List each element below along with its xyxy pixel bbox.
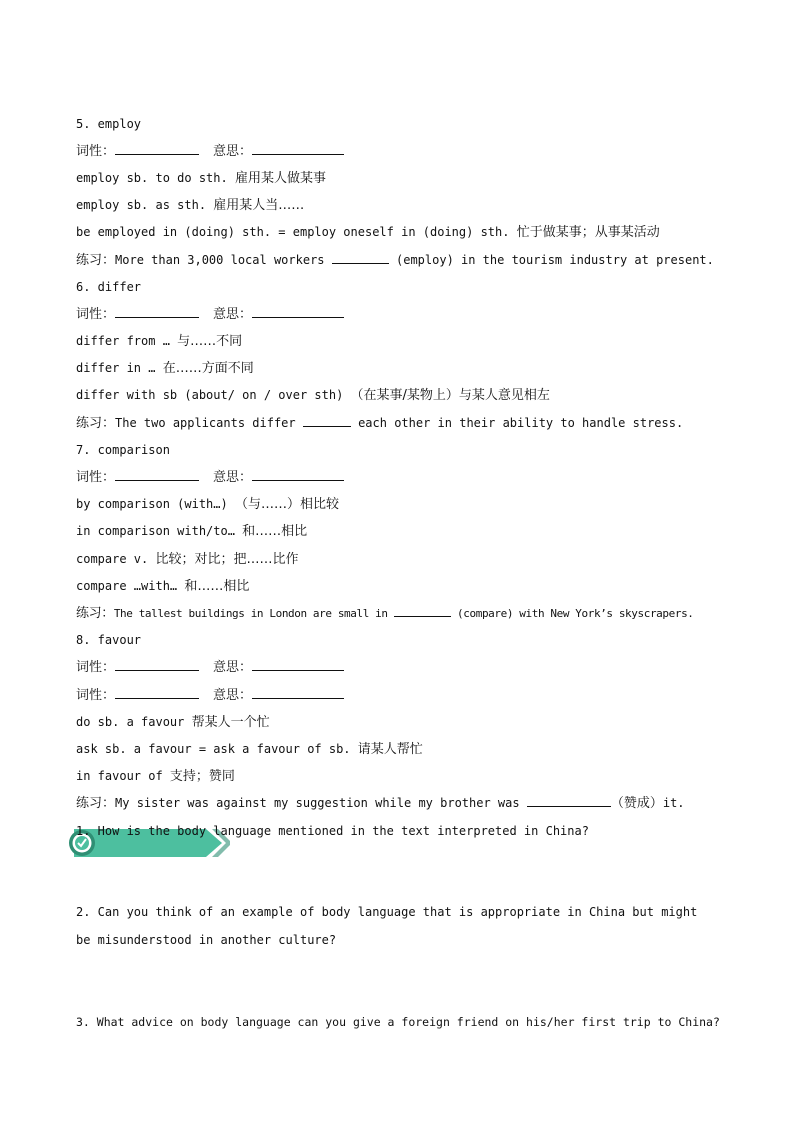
pos-blank — [115, 469, 199, 481]
section-7-phrase-3: compare v. 比较；对比；把……比作 — [76, 552, 299, 567]
section-7-pos-meaning-row — [76, 469, 718, 486]
pos-blank — [115, 306, 199, 318]
section-5-phrase-1: employ sb. to do sth. 雇用某人做某事 — [76, 171, 326, 186]
section-7-phrase-4: compare …with… 和……相比 — [76, 579, 250, 594]
section-5-phrase-2: employ sb. as sth. 雇用某人当…… — [76, 198, 305, 213]
section-8-pos-meaning-row-2 — [76, 687, 718, 704]
question-3: 3. What advice on body language can you give a foreign friend on his/her first trip to China? — [76, 1015, 720, 1029]
section-8-practice: 练习：My sister was against my suggestion while my brother was （赞成）it. — [76, 796, 685, 811]
section-7-practice: 练习：The tallest buildings in London are small in (compare) with New York’s skyscrapers. — [76, 606, 694, 621]
section-7-title: 7. comparison — [76, 443, 170, 457]
pos-label: 词性： — [76, 144, 116, 159]
section-8-phrase-3: in favour of 支持；赞同 — [76, 769, 235, 784]
meaning-label: 意思： — [213, 470, 253, 485]
section-8-phrase-2: ask sb. a favour = ask a favour of sb. 请某人帮忙 — [76, 742, 423, 757]
section-6-practice: 练习：The two applicants differ each other in their ability to handle stress. — [76, 416, 684, 431]
pos-label: 词性： — [76, 688, 116, 703]
meaning-label: 意思： — [213, 144, 253, 159]
pos-blank — [115, 143, 199, 155]
section-8-phrase-1: do sb. a favour 帮某人一个忙 — [76, 715, 270, 730]
meaning-blank — [252, 687, 344, 699]
pos-label: 词性： — [76, 470, 116, 485]
section-7-phrase-2: in comparison with/to… 和……相比 — [76, 524, 308, 539]
practice-blank — [303, 415, 351, 427]
meaning-label: 意思： — [213, 660, 253, 675]
meaning-blank — [252, 469, 344, 481]
section-6-title: 6. differ — [76, 280, 142, 294]
question-1: 1. How is the body language mentioned in the text interpreted in China? — [76, 824, 589, 838]
pos-label: 词性： — [76, 660, 116, 675]
section-5-phrase-3: be employed in (doing) sth. = employ oneself in (doing) sth. 忙于做某事；从事某活动 — [76, 225, 660, 240]
meaning-label: 意思： — [213, 688, 253, 703]
pos-blank — [115, 687, 199, 699]
meaning-blank — [252, 143, 344, 155]
section-5-practice: 练习：More than 3,000 local workers (employ) in the tourism industry at present. — [76, 253, 714, 268]
meaning-blank — [252, 659, 344, 671]
section-6-phrase-1: differ from … 与……不同 — [76, 334, 243, 349]
section-7-phrase-1: by comparison (with…) （与……）相比较 — [76, 497, 339, 512]
pos-label: 词性： — [76, 307, 116, 322]
section-6-phrase-3: differ with sb (about/ on / over sth) （在某事/某物上）与某人意见相左 — [76, 388, 550, 403]
meaning-blank — [252, 306, 344, 318]
pos-blank — [115, 659, 199, 671]
meaning-label: 意思： — [213, 307, 253, 322]
section-6-pos-meaning-row — [76, 306, 718, 323]
practice-blank — [394, 605, 451, 617]
section-8-pos-meaning-row-1 — [76, 659, 718, 676]
section-6-phrase-2: differ in … 在……方面不同 — [76, 361, 254, 376]
practice-blank — [527, 795, 611, 807]
section-5-title: 5. employ — [76, 117, 142, 131]
question-2: 2. Can you think of an example of body language that is appropriate in China but might be misunderstood in another culture? — [76, 905, 698, 947]
section-5-pos-meaning-row — [76, 143, 718, 160]
section-8-title: 8. favour — [76, 633, 142, 647]
practice-blank — [332, 252, 389, 264]
